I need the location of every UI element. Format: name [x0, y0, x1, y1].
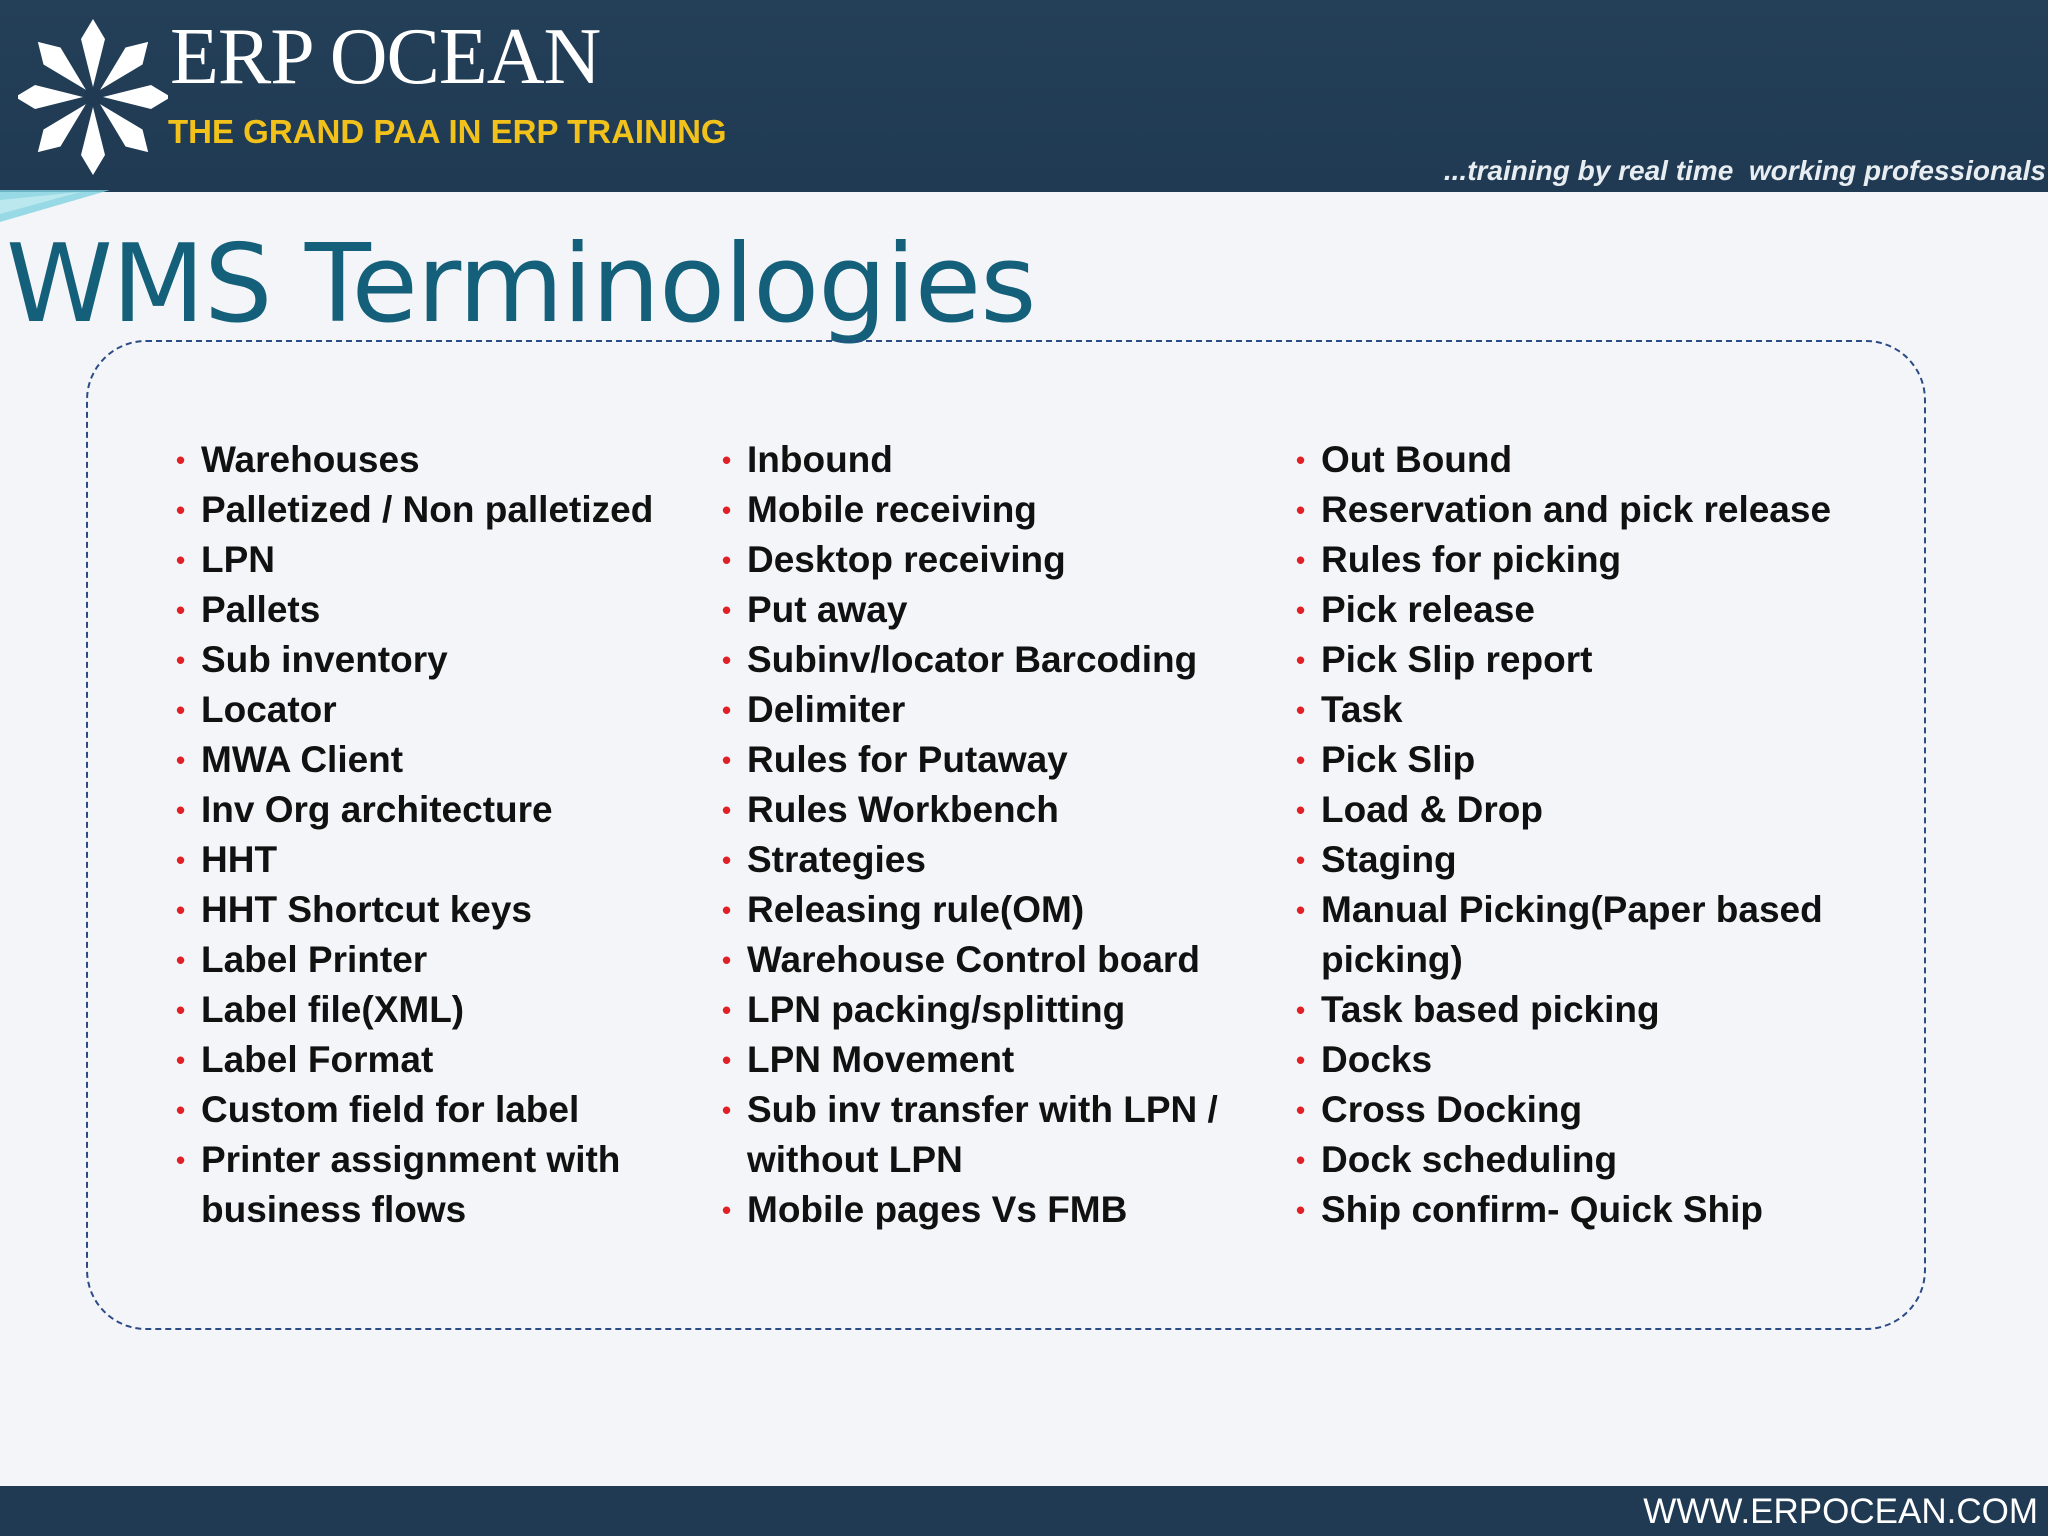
- bullet-icon: •: [1296, 845, 1306, 875]
- list-item: • Task based picking: [1296, 985, 1856, 1035]
- list-item: • Subinv/locator Barcoding: [722, 635, 1282, 685]
- list-item: • Locator: [176, 685, 716, 735]
- bullet-icon: •: [1296, 595, 1306, 625]
- bullet-icon: •: [1296, 745, 1306, 775]
- bullet-icon: •: [176, 545, 186, 575]
- list-item: • Rules for picking: [1296, 535, 1856, 585]
- bullet-icon: •: [722, 895, 732, 925]
- list-item: • Sub inventory: [176, 635, 716, 685]
- bullet-icon: •: [176, 1095, 186, 1125]
- list-item: • Out Bound: [1296, 435, 1856, 485]
- bullet-icon: •: [176, 495, 186, 525]
- bullet-icon: •: [176, 1145, 186, 1175]
- list-item: • Pick Slip: [1296, 735, 1856, 785]
- bullet-icon: •: [176, 445, 186, 475]
- terms-column-3: [1296, 435, 1856, 1235]
- page-title: WMS Terminologies: [6, 222, 1036, 347]
- list-item: • Inv Org architecture: [176, 785, 716, 835]
- list-item: • Mobile pages Vs FMB: [722, 1185, 1282, 1235]
- bullet-icon: •: [722, 445, 732, 475]
- list-item: • Sub inv transfer with LPN / without LPN: [722, 1085, 1282, 1185]
- list-item: • Custom field for label: [176, 1085, 716, 1135]
- bullet-icon: •: [176, 1045, 186, 1075]
- training-note: ...training by real time working professionals: [1443, 155, 2046, 186]
- bullet-icon: •: [1296, 1045, 1306, 1075]
- list-item: • Rules for Putaway: [722, 735, 1282, 785]
- list-item: • Cross Docking: [1296, 1085, 1856, 1135]
- list-item: • Inbound: [722, 435, 1282, 485]
- bullet-icon: •: [1296, 995, 1306, 1025]
- brand-name: ERP OCEAN: [170, 13, 601, 101]
- star-flower-icon: [18, 14, 168, 180]
- terms-column-2: [722, 435, 1282, 1235]
- bullet-icon: •: [722, 695, 732, 725]
- list-item: • Manual Picking(Paper based picking): [1296, 885, 1856, 985]
- bullet-icon: •: [722, 945, 732, 975]
- bullet-icon: •: [176, 795, 186, 825]
- accent-stripe: [0, 186, 120, 226]
- list-item: • Desktop receiving: [722, 535, 1282, 585]
- list-item: • LPN packing/splitting: [722, 985, 1282, 1035]
- bullet-icon: •: [1296, 1145, 1306, 1175]
- bullet-icon: •: [722, 1195, 732, 1225]
- bullet-icon: •: [722, 1045, 732, 1075]
- list-item: • Pick Slip report: [1296, 635, 1856, 685]
- list-item: • Releasing rule(OM): [722, 885, 1282, 935]
- list-item: • HHT Shortcut keys: [176, 885, 716, 935]
- list-item: • Label file(XML): [176, 985, 716, 1035]
- website-link[interactable]: WWW.ERPOCEAN.COM: [1643, 1492, 2038, 1531]
- list-item: • MWA Client: [176, 735, 716, 785]
- list-item: • Staging: [1296, 835, 1856, 885]
- list-item: • LPN Movement: [722, 1035, 1282, 1085]
- bullet-icon: •: [176, 895, 186, 925]
- bullet-icon: •: [722, 545, 732, 575]
- list-item: • Dock scheduling: [1296, 1135, 1856, 1185]
- brand-tagline: THE GRAND PAA IN ERP TRAINING: [168, 113, 727, 150]
- header-banner: [0, 0, 2048, 192]
- bullet-icon: •: [176, 745, 186, 775]
- bullet-icon: •: [722, 1095, 732, 1125]
- bullet-icon: •: [176, 845, 186, 875]
- list-item: • Palletized / Non palletized: [176, 485, 716, 535]
- bullet-icon: •: [722, 495, 732, 525]
- list-item: • Docks: [1296, 1035, 1856, 1085]
- bullet-icon: •: [722, 995, 732, 1025]
- bullet-icon: •: [1296, 645, 1306, 675]
- bullet-icon: •: [722, 845, 732, 875]
- list-item: • Printer assignment with business flows: [176, 1135, 716, 1235]
- bullet-icon: •: [1296, 445, 1306, 475]
- bullet-icon: •: [1296, 1195, 1306, 1225]
- list-item: • LPN: [176, 535, 716, 585]
- bullet-icon: •: [1296, 895, 1306, 925]
- list-item: • Rules Workbench: [722, 785, 1282, 835]
- list-item: • Mobile receiving: [722, 485, 1282, 535]
- list-item: • Pick release: [1296, 585, 1856, 635]
- bullet-icon: •: [176, 995, 186, 1025]
- list-item: • Strategies: [722, 835, 1282, 885]
- bullet-icon: •: [722, 645, 732, 675]
- list-item: • Put away: [722, 585, 1282, 635]
- list-item: • HHT: [176, 835, 716, 885]
- bullet-icon: •: [176, 645, 186, 675]
- terms-column-1: [176, 435, 716, 1235]
- bullet-icon: •: [1296, 695, 1306, 725]
- bullet-icon: •: [1296, 795, 1306, 825]
- list-item: • Warehouse Control board: [722, 935, 1282, 985]
- list-item: • Delimiter: [722, 685, 1282, 735]
- bullet-icon: •: [176, 595, 186, 625]
- bullet-icon: •: [1296, 495, 1306, 525]
- list-item: • Warehouses: [176, 435, 716, 485]
- list-item: • Label Printer: [176, 935, 716, 985]
- list-item: • Label Format: [176, 1035, 716, 1085]
- list-item: • Load & Drop: [1296, 785, 1856, 835]
- list-item: • Reservation and pick release: [1296, 485, 1856, 535]
- list-item: • Task: [1296, 685, 1856, 735]
- list-item: • Ship confirm- Quick Ship: [1296, 1185, 1856, 1235]
- bullet-icon: •: [176, 695, 186, 725]
- bullet-icon: •: [722, 595, 732, 625]
- bullet-icon: •: [722, 795, 732, 825]
- bullet-icon: •: [1296, 545, 1306, 575]
- list-item: • Pallets: [176, 585, 716, 635]
- bullet-icon: •: [722, 745, 732, 775]
- bullet-icon: •: [1296, 1095, 1306, 1125]
- bullet-icon: •: [176, 945, 186, 975]
